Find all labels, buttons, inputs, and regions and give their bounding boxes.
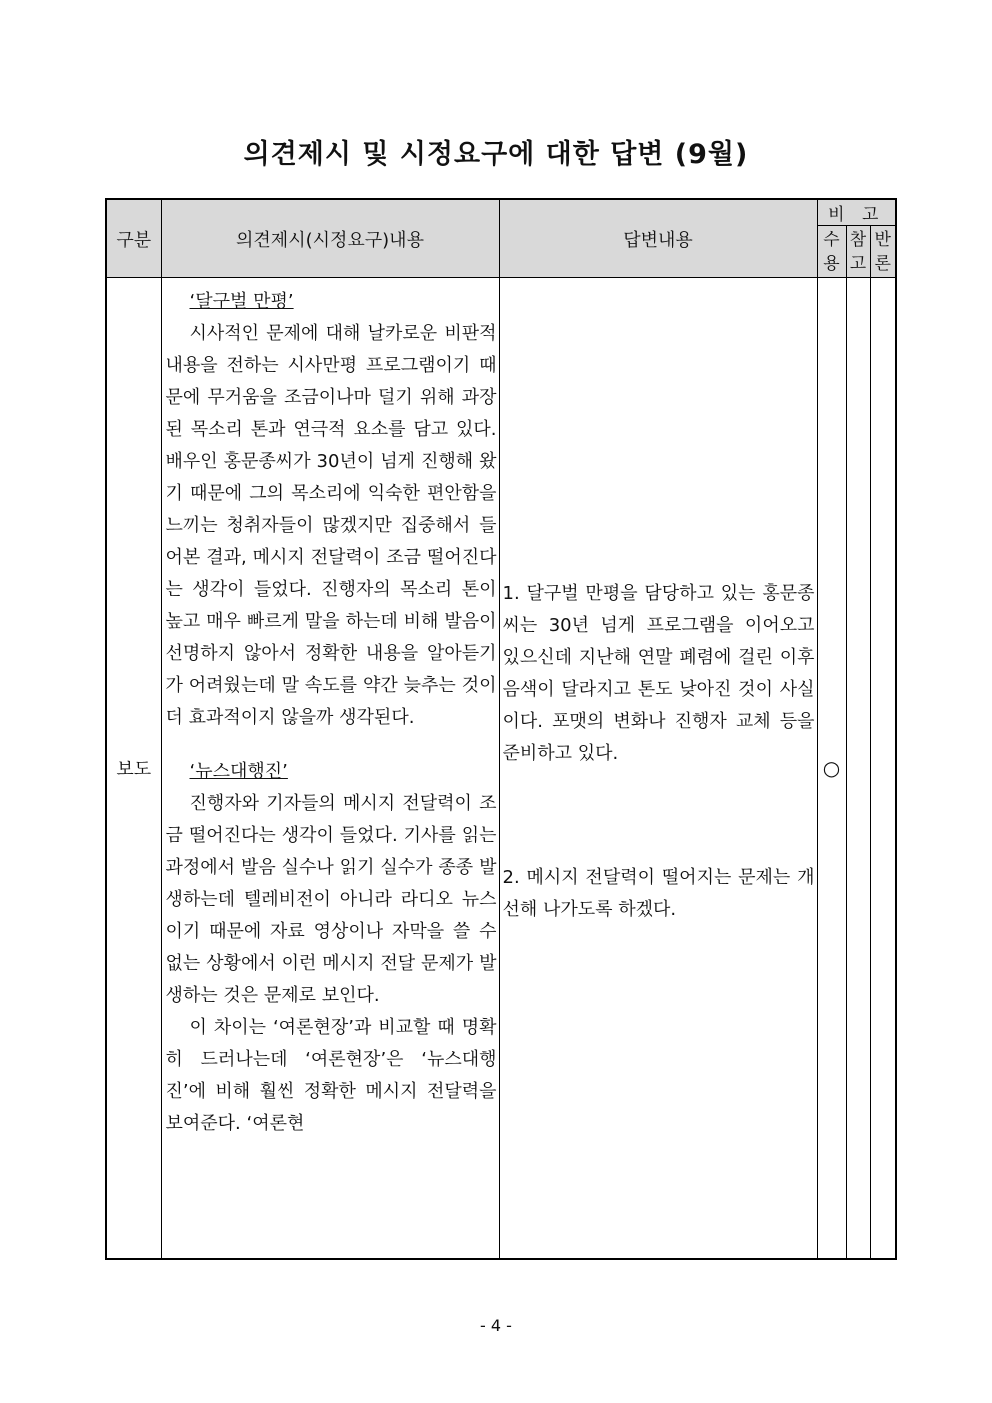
answer-cell <box>499 278 817 1260</box>
accept-mark: ○ <box>817 278 846 1260</box>
reference-mark <box>846 278 870 1260</box>
row-category: 보도 <box>106 278 161 1260</box>
opinion-cell <box>161 278 499 1260</box>
response-table <box>105 198 897 1260</box>
opinion-item2-title: ‘뉴스대행진’ <box>189 761 288 782</box>
header-remarks: 비 고 <box>817 199 896 226</box>
header-accept: 수용 <box>817 226 846 278</box>
opinion-item2-body1: 진행자와 기자들의 메시지 전달력이 조금 떨어진다는 생각이 들었다. 기사를 읽는 과정에서 발음 실수나 읽기 실수가 종종 발생하는데 텔레비전이 아니라 라디오 뉴스이기 때문에 자료 영상이나 자막을 쓸 수 없는 상황에서 이런 메시지 전달 문제가 발생하는 것은 문제로 보인다. <box>165 793 497 1006</box>
answer-item1: 1. 달구벌 만평을 담당하고 있는 홍문종씨는 30년 넘게 프로그램을 이어오고 있으신데 지난해 연말 폐렴에 걸린 이후 음색이 달라지고 톤도 낮아진 것이 사실이다. 포맷의 변화나 진행자 교체 등을 준비하고 있다. <box>502 583 815 764</box>
opinion-item1-body: 시사적인 문제에 대해 날카로운 비판적 내용을 전하는 시사만평 프로그램이기 때문에 무거움을 조금이나마 덜기 위해 과장된 목소리 톤과 연극적 요소를 담고 있다. 배우인 홍문종씨가 30년이 넘게 진행해 왔기 때문에 그의 목소리에 익숙한 편안함을 느끼는 청취자들이 많겠지만 집중해서 들어본 결과, 메시지 전달력이 조금 떨어진다는 생각이 들었다. 진행자의 목소리 톤이 높고 매우 빠르게 말을 하는데 비해 발음이 선명하지 않아서 정확한 내용을 알아듣기가 어려웠는데 말 속도를 약간 늦추는 것이 더 효과적이지 않을까 생각된다. <box>165 323 497 728</box>
header-opinion: 의견제시(시정요구)내용 <box>161 199 499 278</box>
page-number: - 4 - <box>480 1316 512 1335</box>
opinion-item1-title: ‘달구벌 만평’ <box>189 291 294 312</box>
opinion-item2-body2: 이 차이는 ‘여론현장’과 비교할 때 명확히 드러나는데 ‘여론현장’은 ‘뉴스대행진’에 비해 훨씬 정확한 메시지 전달력을 보여준다. ‘여론현 <box>165 1017 497 1134</box>
header-rebuttal: 반론 <box>870 226 896 278</box>
header-answer: 답변내용 <box>499 199 817 278</box>
header-category: 구분 <box>106 199 161 278</box>
page-title: 의견제시 및 시정요구에 대한 답변 (9월) <box>243 139 749 170</box>
answer-item2: 2. 메시지 전달력이 떨어지는 문제는 개선해 나가도록 하겠다. <box>502 867 815 920</box>
header-reference: 참고 <box>846 226 870 278</box>
rebuttal-mark <box>870 278 896 1260</box>
